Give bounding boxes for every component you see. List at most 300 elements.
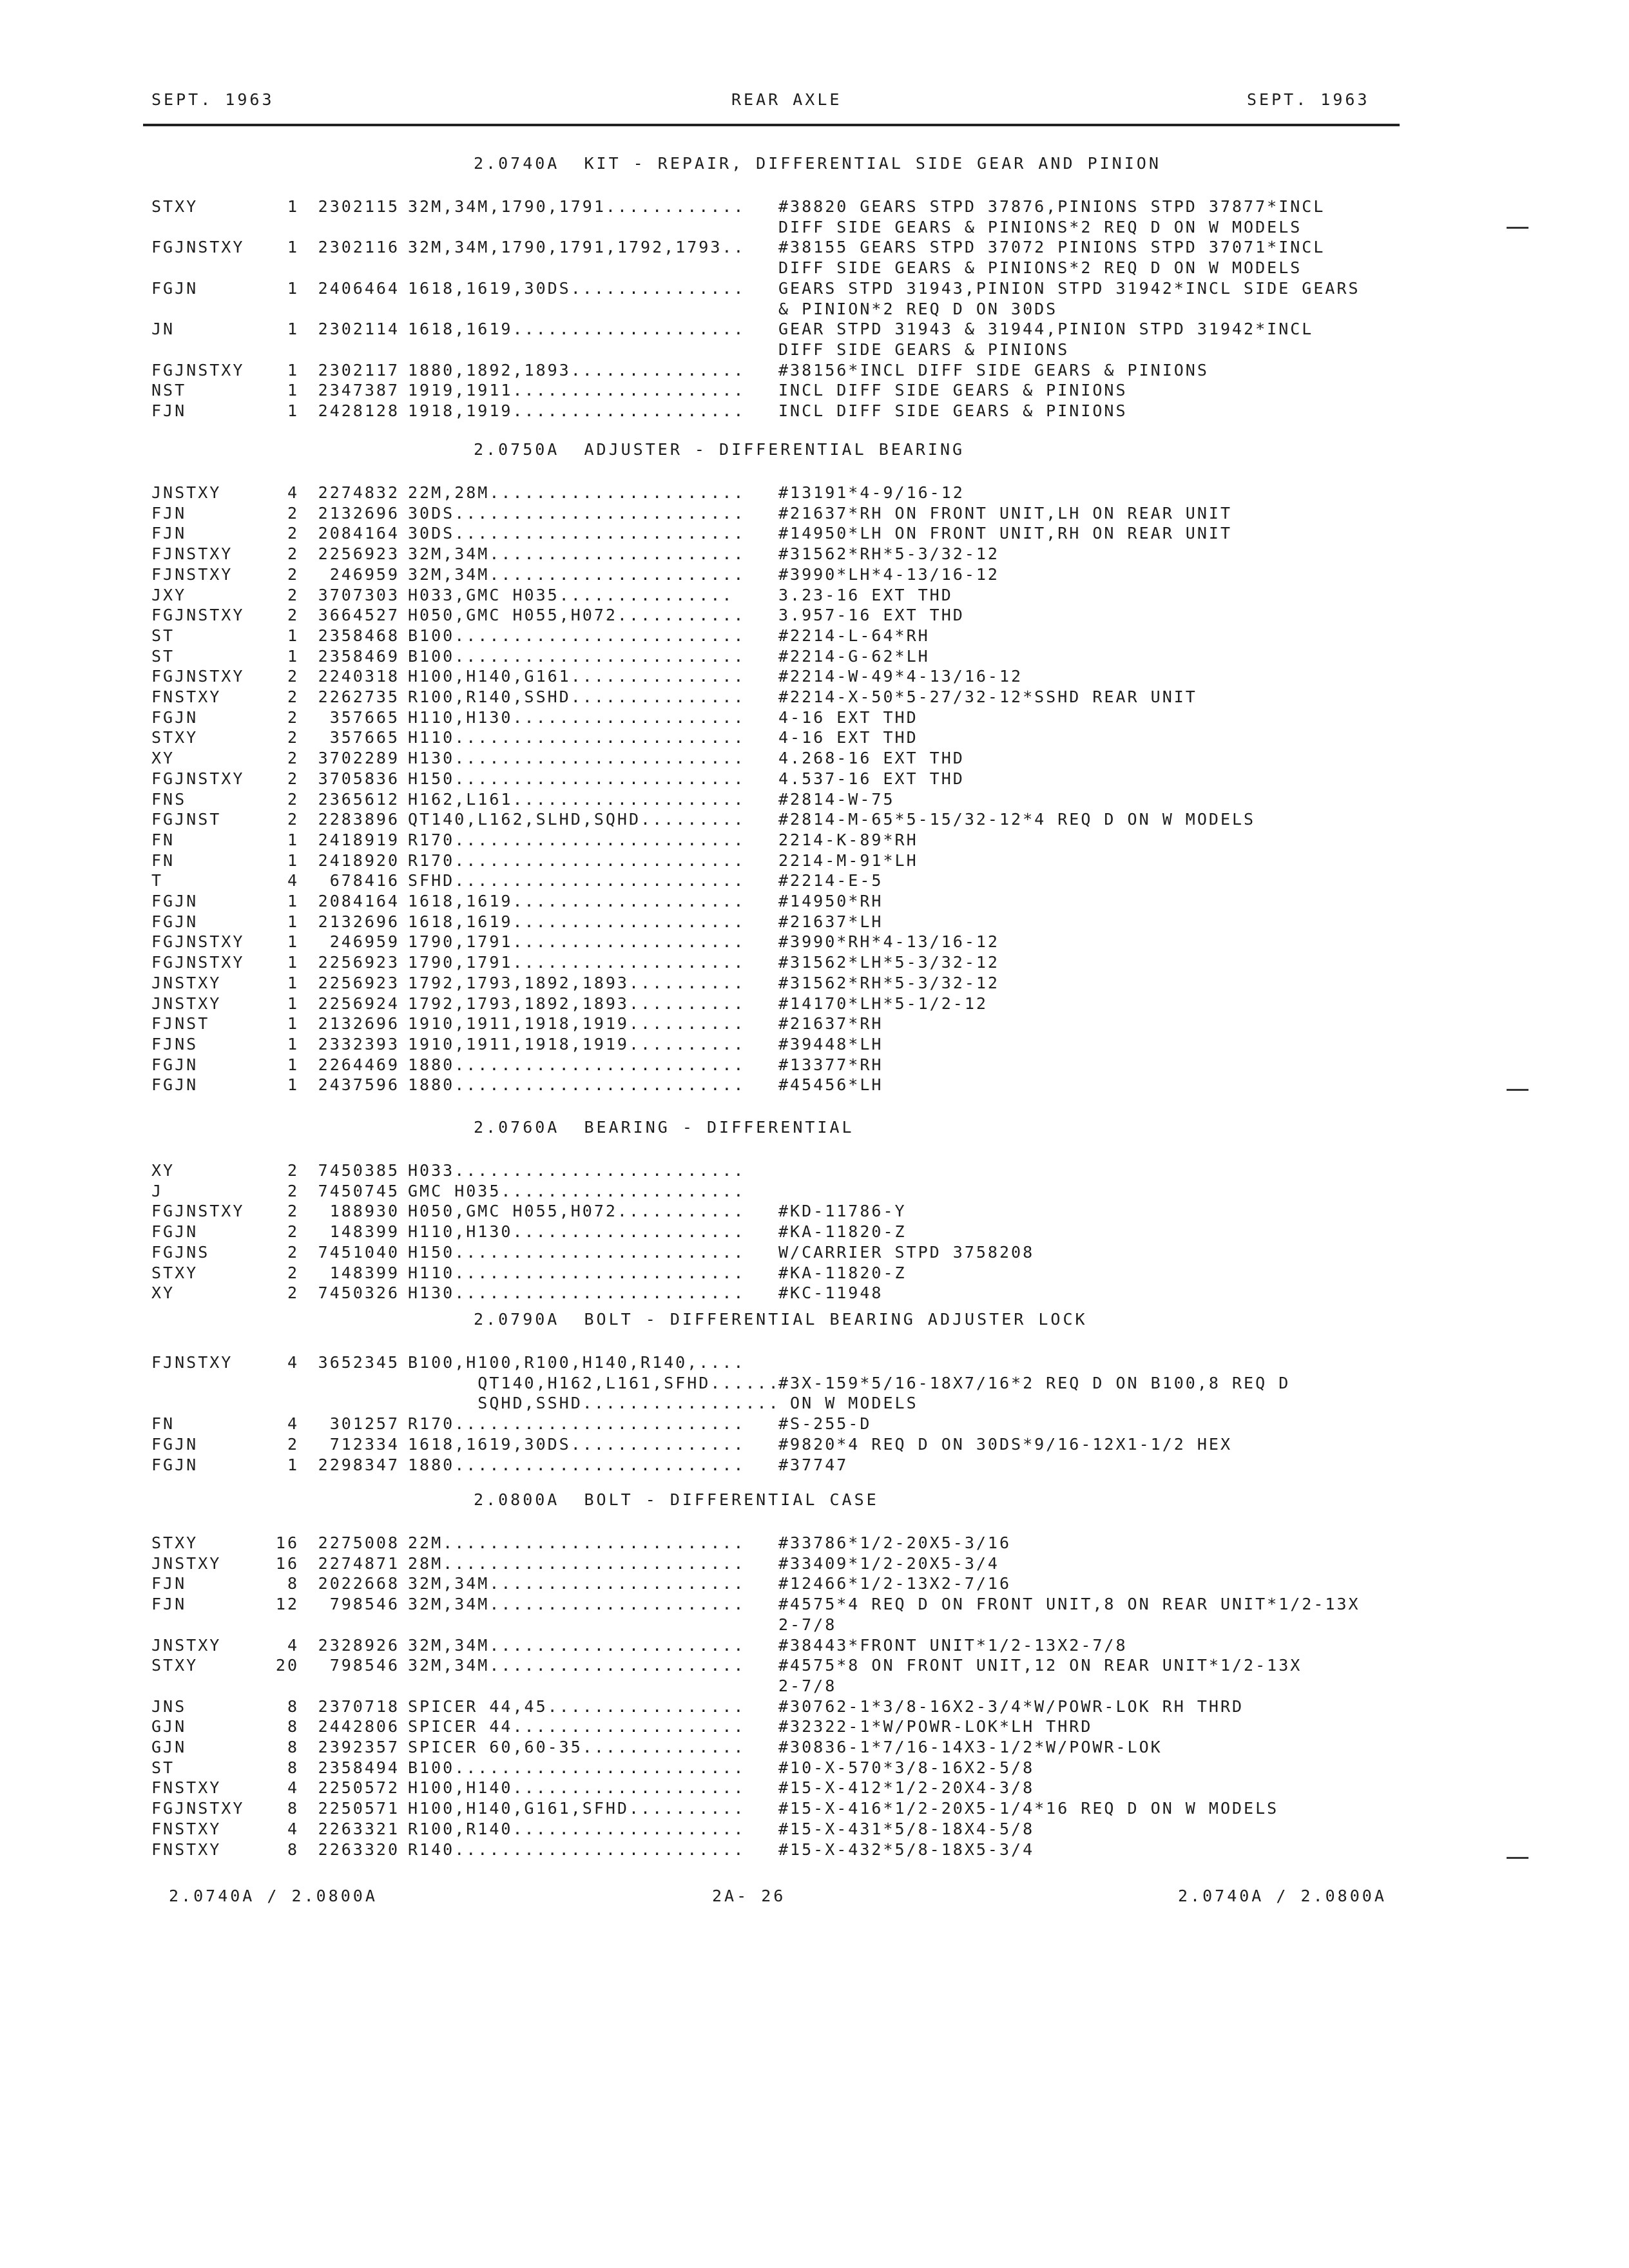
models-code: J [151,1182,164,1200]
application: 1618,1619.................... [408,320,746,338]
quantity: 2 [287,565,299,584]
parts-row [0,319,1629,340]
parts-row [0,340,1629,360]
remarks: #KA-11820-Z [778,1264,907,1282]
remarks: #2214-W-49*4-13/16-12 [778,667,1023,686]
application: 1618,1619.................... [408,912,746,931]
models-code: FJNSTXY [151,565,233,584]
models-code: FNSTXY [151,1778,222,1797]
parts-row [0,809,1629,830]
parts-row [0,666,1629,687]
models-code: FJN [151,1595,187,1613]
part-number: 2275008 [318,1533,400,1552]
part-number: 2132696 [318,1014,400,1033]
remarks: #21637*RH [778,1014,883,1033]
models-code: FGJN [151,1435,198,1454]
remarks: #2214-L-64*RH [778,626,930,645]
parts-row [0,278,1629,299]
application: 1880,1892,1893............... [408,361,746,380]
quantity: 1 [287,932,299,951]
application: R170......................... [408,831,746,849]
parts-row [0,217,1629,238]
remarks: DIFF SIDE GEARS & PINIONS*2 REQ D ON W MODELS [778,218,1302,236]
quantity: 4 [287,1414,299,1433]
part-number: 2263320 [318,1840,400,1859]
quantity: 1 [287,1035,299,1053]
footer-page-number: 2A- 26 [712,1887,786,1905]
parts-row [0,1014,1629,1034]
parts-row [0,1055,1629,1075]
application: B100,H100,R100,H140,R140,.... [408,1353,746,1372]
remarks: #38443*FRONT UNIT*1/2-13X2-7/8 [778,1636,1128,1655]
models-code: XY [151,1161,175,1180]
parts-row [0,932,1629,952]
quantity: 8 [287,1574,299,1593]
quantity: 1 [287,1055,299,1074]
quantity: 16 [275,1554,299,1573]
remarks: #38156*INCL DIFF SIDE GEARS & PINIONS [778,361,1209,380]
models-code: ST [151,1758,175,1777]
models-code: FNSTXY [151,687,222,706]
parts-row [0,197,1629,217]
section-title-text: 2.0760A BEARING - DIFFERENTIAL [474,1118,854,1137]
remarks: 2214-M-91*LH [778,851,918,870]
application: H150......................... [408,1243,746,1262]
quantity: 2 [287,1202,299,1220]
quantity: 4 [287,1636,299,1655]
part-number: 3707303 [318,586,400,604]
models-code: FJN [151,1574,187,1593]
models-code: FGJNST [151,810,222,829]
models-code: FGJNSTXY [151,238,245,256]
quantity: 1 [287,912,299,931]
models-code: FGJN [151,708,198,727]
models-code: FGJN [151,1055,198,1074]
quantity: 2 [287,728,299,747]
application: H050,GMC H055,H072........... [408,1202,746,1220]
quantity: 8 [287,1717,299,1736]
quantity: 8 [287,1738,299,1756]
parts-row [0,1034,1629,1055]
application: SFHD......................... [408,871,746,890]
application: B100......................... [408,1758,746,1777]
remarks: #KC-11948 [778,1283,883,1302]
remarks: 2-7/8 [778,1615,837,1634]
part-number: 2250572 [318,1778,400,1797]
quantity: 2 [287,586,299,604]
models-code: JN [151,320,175,338]
parts-row [0,891,1629,912]
quantity: 2 [287,708,299,727]
models-code: NST [151,381,187,399]
part-number: 7450745 [318,1182,400,1200]
models-code: XY [151,749,175,767]
models-code: T [151,871,164,890]
models-code: JNSTXY [151,483,222,502]
parts-row [0,1533,1629,1553]
models-code: FNSTXY [151,1840,222,1859]
quantity: 2 [287,504,299,523]
application: H050,GMC H055,H072........... [408,606,746,624]
parts-row [0,258,1629,278]
application: SQHD,SSHD................. [408,1394,780,1412]
models-code: GJN [151,1738,187,1756]
remarks: #3X-159*5/16-18X7/16*2 REQ D ON B100,8 REQ D [778,1374,1291,1392]
remarks: #2814-W-75 [778,790,895,809]
quantity: 4 [287,1820,299,1838]
application: 1880......................... [408,1055,746,1074]
remarks: INCL DIFF SIDE GEARS & PINIONS [778,401,1128,420]
remarks: 4-16 EXT THD [778,728,918,747]
remarks: GEAR STPD 31943 & 31944,PINION STPD 31942*INCL [778,320,1314,338]
application: B100......................... [408,647,746,666]
part-number: 2084164 [318,892,400,910]
parts-row [0,727,1629,748]
models-code: FJN [151,504,187,523]
quantity: 4 [287,1353,299,1372]
parts-row [0,1758,1629,1778]
application: B100......................... [408,626,746,645]
remarks: GEARS STPD 31943,PINION STPD 31942*INCL SIDE GEARS [778,279,1360,298]
models-code: JNSTXY [151,1554,222,1573]
parts-row [0,1573,1629,1594]
application: H162,L161.................... [408,790,746,809]
quantity: 1 [287,1456,299,1474]
parts-row [0,237,1629,258]
header-date-left: SEPT. 1963 [151,90,275,109]
models-code: FGJN [151,912,198,931]
quantity: 2 [287,1435,299,1454]
application: 1790,1791.................... [408,932,746,951]
application: H150......................... [408,769,746,788]
quantity: 1 [287,953,299,972]
remarks: #9820*4 REQ D ON 30DS*9/16-12X1-1/2 HEX [778,1435,1232,1454]
models-code: JNSTXY [151,1636,222,1655]
application: 1919,1911.................... [408,381,746,399]
remarks: #33409*1/2-20X5-3/4 [778,1554,999,1573]
remarks: #38155 GEARS STPD 37072 PINIONS STPD 37071*INCL [778,238,1325,256]
remarks: #3990*LH*4-13/16-12 [778,565,999,584]
quantity: 2 [287,1283,299,1302]
quantity: 2 [287,687,299,706]
part-number: 2428128 [318,401,400,420]
application: 32M,34M...................... [408,1595,746,1613]
models-code: STXY [151,1533,198,1552]
quantity: 8 [287,1697,299,1716]
application: R170......................... [408,1414,746,1433]
remarks: #31562*RH*5-3/32-12 [778,974,999,992]
parts-row [0,1553,1629,1574]
models-code: FGJN [151,1456,198,1474]
application: QT140,H162,L161,SFHD...... [408,1374,780,1392]
parts-row [0,360,1629,381]
quantity: 1 [287,361,299,380]
models-code: FGJNSTXY [151,932,245,951]
remarks: #15-X-416*1/2-20X5-1/4*16 REQ D ON W MODELS [778,1799,1279,1818]
models-code: FJNS [151,1035,198,1053]
quantity: 8 [287,1840,299,1859]
remarks: #45456*LH [778,1075,883,1094]
application: R170......................... [408,851,746,870]
part-number: 357665 [329,728,400,747]
part-number: 7450326 [318,1283,400,1302]
part-number: 798546 [329,1656,400,1675]
models-code: FNS [151,790,187,809]
parts-row [0,952,1629,973]
quantity: 1 [287,892,299,910]
models-code: FGJNSTXY [151,667,245,686]
parts-row [0,523,1629,544]
part-number: 712334 [329,1435,400,1454]
quantity: 1 [287,831,299,849]
models-code: GJN [151,1717,187,1736]
application: 22M,28M...................... [408,483,746,502]
part-number: 2084164 [318,524,400,543]
part-number: 2370718 [318,1697,400,1716]
part-number: 2263321 [318,1820,400,1838]
application: QT140,L162,SLHD,SQHD......... [408,810,746,829]
remarks: #39448*LH [778,1035,883,1053]
footer-range-left: 2.0740A / 2.0800A [169,1887,378,1905]
parts-row [0,1615,1629,1635]
parts-row [0,1181,1629,1202]
parts-row [0,994,1629,1014]
remarks: 4.268-16 EXT THD [778,749,965,767]
models-code: FGJNSTXY [151,769,245,788]
quantity: 4 [287,1778,299,1797]
section-title-text: 2.0790A BOLT - DIFFERENTIAL BEARING ADJUSTER LOCK [474,1310,1088,1329]
models-code: FN [151,851,175,870]
quantity: 20 [275,1656,299,1675]
quantity: 1 [287,320,299,338]
remarks: #31562*LH*5-3/32-12 [778,953,999,972]
remarks: #13191*4-9/16-12 [778,483,965,502]
remarks: #37747 [778,1456,849,1474]
application: SPICER 44,45................. [408,1697,746,1716]
part-number: 2283896 [318,810,400,829]
models-code: FJNSTXY [151,1353,233,1372]
quantity: 2 [287,810,299,829]
parts-row [0,626,1629,646]
remarks: #2814-M-65*5-15/32-12*4 REQ D ON W MODELS [778,810,1256,829]
quantity: 2 [287,606,299,624]
remarks: #KD-11786-Y [778,1202,907,1220]
remarks: #4575*4 REQ D ON FRONT UNIT,8 ON REAR UNIT*1/2-13X [778,1595,1360,1613]
parts-row [0,973,1629,994]
remarks: #14950*RH [778,892,883,910]
models-code: STXY [151,728,198,747]
parts-row [0,769,1629,789]
remarks: DIFF SIDE GEARS & PINIONS [778,340,1070,359]
part-number: 3652345 [318,1353,400,1372]
section-title-text: 2.0800A BOLT - DIFFERENTIAL CASE [474,1490,879,1509]
part-number: 3664527 [318,606,400,624]
part-number: 678416 [329,871,400,890]
parts-row [0,1676,1629,1696]
parts-row [0,1283,1629,1303]
application: 1880......................... [408,1456,746,1474]
parts-row [0,1414,1629,1434]
part-number: 2262735 [318,687,400,706]
application: R140......................... [408,1840,746,1859]
models-code: JNSTXY [151,994,222,1013]
quantity: 2 [287,1222,299,1241]
parts-row [0,830,1629,850]
application: H100,H140.................... [408,1778,746,1797]
remarks: ON W MODELS [778,1394,918,1412]
application: H033,GMC H035............... [408,586,734,604]
remarks: 3.957-16 EXT THD [778,606,965,624]
models-code: FGJNSTXY [151,953,245,972]
parts-row [0,1455,1629,1475]
application: SPICER 60,60-35.............. [408,1738,746,1756]
models-code: FN [151,831,175,849]
section-title-text: 2.0740A KIT - REPAIR, DIFFERENTIAL SIDE GEAR AND PINION [474,154,1161,173]
quantity: 2 [287,1161,299,1180]
remarks: #2214-X-50*5-27/32-12*SSHD REAR UNIT [778,687,1197,706]
models-code: STXY [151,197,198,216]
part-number: 7451040 [318,1243,400,1262]
remarks: #33786*1/2-20X5-3/16 [778,1533,1012,1552]
application: 1792,1793,1892,1893.......... [408,994,746,1013]
part-number: 2365612 [318,790,400,809]
quantity: 1 [287,279,299,298]
part-number: 2442806 [318,1717,400,1736]
remarks: #15-X-412*1/2-20X4-3/8 [778,1778,1035,1797]
models-code: FN [151,1414,175,1433]
application: 32M,34M...................... [408,565,746,584]
page-footer [0,1887,1629,1912]
remarks: #38820 GEARS STPD 37876,PINIONS STPD 37877*INCL [778,197,1325,216]
part-number: 3702289 [318,749,400,767]
parts-row [0,1352,1629,1373]
quantity: 1 [287,1075,299,1094]
models-code: FGJN [151,1222,198,1241]
remarks: #15-X-432*5/8-18X5-3/4 [778,1840,1035,1859]
parts-row [0,1075,1629,1095]
models-code: FJN [151,524,187,543]
part-number: 2302117 [318,361,400,380]
application: 22M.......................... [408,1533,746,1552]
parts-row [0,299,1629,320]
part-number: 2256924 [318,994,400,1013]
models-code: FGJNSTXY [151,1202,245,1220]
part-number: 2328926 [318,1636,400,1655]
models-code: XY [151,1283,175,1302]
remarks: #KA-11820-Z [778,1222,907,1241]
remarks: #32322-1*W/POWR-LOK*LH THRD [778,1717,1093,1736]
part-number: 2437596 [318,1075,400,1094]
quantity: 1 [287,994,299,1013]
application: H100,H140,G161............... [408,667,746,686]
remarks: 3.23-16 EXT THD [778,586,953,604]
part-number: 2302116 [318,238,400,256]
parts-row [0,1160,1629,1181]
application: 1910,1911,1918,1919.......... [408,1014,746,1033]
remarks: #2214-E-5 [778,871,883,890]
part-number: 2022668 [318,1574,400,1593]
footer-range-right: 2.0740A / 2.0800A [1178,1887,1387,1905]
application: 1618,1619,30DS............... [408,279,746,298]
parts-row [0,380,1629,401]
header-rule [143,124,1400,126]
parts-row [0,585,1629,606]
remarks: 2-7/8 [778,1677,837,1695]
models-code: FGJN [151,892,198,910]
quantity: 2 [287,1243,299,1262]
part-number: 246959 [329,932,400,951]
application: 28M.......................... [408,1554,746,1573]
quantity: 2 [287,1182,299,1200]
application: 1618,1619.................... [408,892,746,910]
parts-row [0,605,1629,626]
parts-row [0,1434,1629,1455]
quantity: 2 [287,1264,299,1282]
parts-row [0,1635,1629,1656]
remarks: #15-X-431*5/8-18X4-5/8 [778,1820,1035,1838]
parts-row [0,707,1629,728]
part-number: 3705836 [318,769,400,788]
part-number: 2302115 [318,197,400,216]
part-number: 301257 [329,1414,400,1433]
part-number: 2240318 [318,667,400,686]
parts-row [0,1798,1629,1819]
remarks: #3990*RH*4-13/16-12 [778,932,999,951]
part-number: 2256923 [318,974,400,992]
parts-row [0,687,1629,707]
quantity: 2 [287,749,299,767]
quantity: 1 [287,197,299,216]
parts-row [0,646,1629,667]
page-header [0,90,1629,116]
models-code: FJNSTXY [151,544,233,563]
parts-row [0,1222,1629,1242]
remarks: #4575*8 ON FRONT UNIT,12 ON REAR UNIT*1/2-13X [778,1656,1302,1675]
parts-row [0,564,1629,585]
application: H110......................... [408,1264,746,1282]
application: R100,R140.................... [408,1820,746,1838]
models-code: ST [151,626,175,645]
remarks: 4.537-16 EXT THD [778,769,965,788]
parts-row [0,1655,1629,1676]
application: R100,R140,SSHD............... [408,687,746,706]
parts-row [0,1263,1629,1283]
quantity: 4 [287,483,299,502]
parts-row [0,912,1629,932]
quantity: 1 [287,1014,299,1033]
remarks: #21637*RH ON FRONT UNIT,LH ON REAR UNIT [778,504,1232,523]
remarks: #14170*LH*5-1/2-12 [778,994,988,1013]
application: 32M,34M...................... [408,1574,746,1593]
models-code: FGJNSTXY [151,361,245,380]
parts-row [0,1716,1629,1737]
application: 32M,34M...................... [408,1656,746,1675]
margin-mark [1507,1857,1528,1859]
remarks: #30836-1*7/16-14X3-1/2*W/POWR-LOK [778,1738,1162,1756]
parts-row [0,401,1629,421]
parts-row [0,789,1629,810]
part-number: 2406464 [318,279,400,298]
part-number: 2298347 [318,1456,400,1474]
application: 30DS......................... [408,524,746,543]
part-number: 246959 [329,565,400,584]
parts-row [0,1594,1629,1615]
part-number: 2332393 [318,1035,400,1053]
remarks: #2214-G-62*LH [778,647,930,666]
remarks: #31562*RH*5-3/32-12 [778,544,999,563]
application: 32M,34M,1790,1791............ [408,197,746,216]
remarks: INCL DIFF SIDE GEARS & PINIONS [778,381,1128,399]
